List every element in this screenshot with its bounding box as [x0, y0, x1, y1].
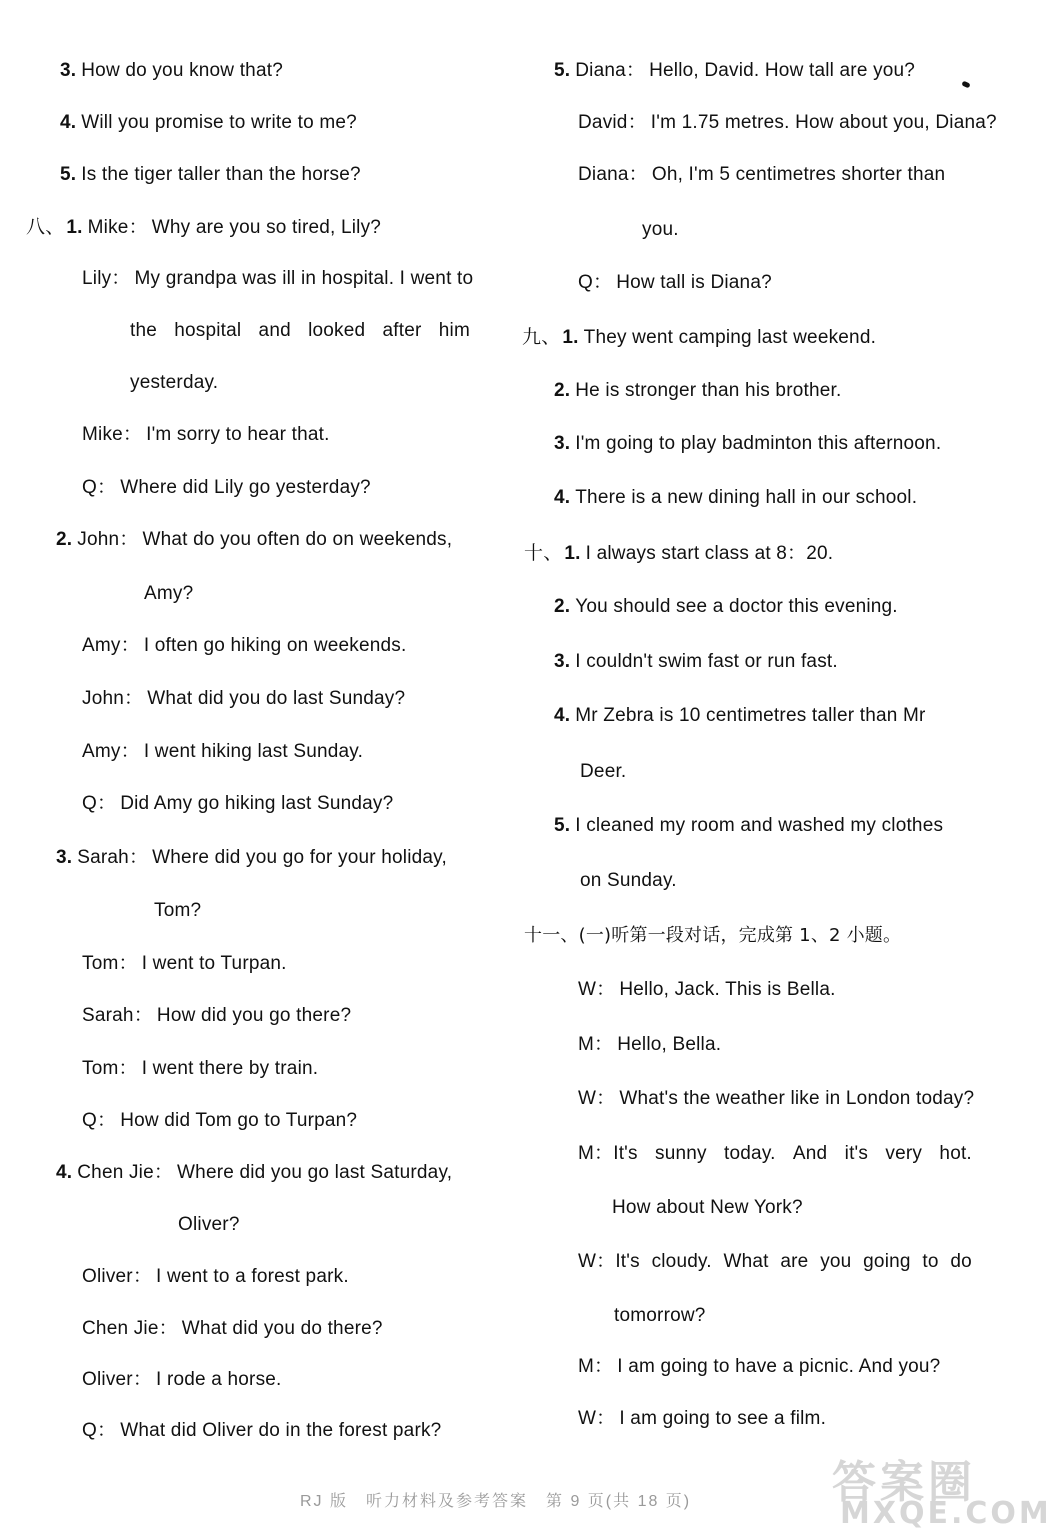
- section-11-heading: 十一、(一)听第一段对话，完成第 1、2 小题。: [524, 925, 902, 946]
- dialogue-line: Oliver： I went to a forest park.: [82, 1266, 349, 1287]
- dialogue-continuation: How about New York?: [612, 1197, 803, 1218]
- page-footer: RJ 版 听力材料及参考答案 第 9 页(共 18 页): [300, 1493, 692, 1510]
- dialogue-line: W： Hello, Jack. This is Bella.: [578, 979, 836, 1000]
- dialogue-line: Diana： Oh, I'm 5 centimetres shorter than: [578, 164, 946, 185]
- item-4: 4. Will you promise to write to me?: [60, 112, 357, 133]
- section-marker: 九、: [522, 326, 561, 348]
- question-line: Q： What did Oliver do in the forest park?: [82, 1420, 442, 1441]
- dialogue-line: John： What did you do last Sunday?: [82, 688, 406, 709]
- dialogue-line: W： I am going to see a film.: [578, 1408, 827, 1429]
- section-8-heading: 八、 1. Mike： Why are you so tired, Lily?: [26, 216, 382, 238]
- section-marker: 十、: [524, 542, 563, 564]
- dialogue-line: Tom： I went to Turpan.: [82, 953, 287, 974]
- item-3: 3. How do you know that?: [60, 60, 283, 81]
- section-marker: 八、: [26, 216, 65, 238]
- dialogue-line: W： What's the weather like in London today?: [578, 1088, 975, 1109]
- dialogue-continuation: Tom?: [154, 900, 202, 921]
- item-5: 5. I cleaned my room and washed my clothes: [554, 815, 944, 836]
- stray-mark: [961, 81, 970, 89]
- section-10-heading: 十、 1. I always start class at 8：20.: [524, 542, 834, 564]
- dialogue-continuation: you.: [642, 219, 679, 240]
- item-4: 4. There is a new dining hall in our school.: [554, 487, 918, 508]
- item-3-dialogue: 3. Sarah： Where did you go for your holiday,: [56, 847, 447, 868]
- watermark-logo: 答案圈 MXQE.COM: [832, 1457, 1052, 1531]
- question-line: Q： How tall is Diana?: [578, 272, 772, 293]
- item-2-dialogue: 2. John： What do you often do on weekends,: [56, 529, 453, 550]
- dialogue-continuation: Amy?: [144, 583, 194, 604]
- item-2: 2. You should see a doctor this evening.: [554, 596, 898, 617]
- item-4-dialogue: 4. Chen Jie： Where did you go last Saturday,: [56, 1162, 453, 1183]
- dialogue-line: Tom： I went there by train.: [82, 1058, 319, 1079]
- dialogue-continuation: Oliver?: [178, 1214, 240, 1235]
- dialogue-line: M： Hello, Bella.: [578, 1034, 722, 1055]
- item-4: 4. Mr Zebra is 10 centimetres taller than Mr: [554, 705, 926, 726]
- dialogue-continuation: yesterday.: [130, 372, 219, 393]
- dialogue-line: Oliver： I rode a horse.: [82, 1369, 282, 1390]
- item-2: 2. He is stronger than his brother.: [554, 380, 842, 401]
- dialogue-line: M： I am going to have a picnic. And you?: [578, 1356, 941, 1377]
- item-5-dialogue: 5. Diana： Hello, David. How tall are you?: [554, 60, 916, 81]
- dialogue-line: Amy： I often go hiking on weekends.: [82, 635, 407, 656]
- dialogue-line: Mike： I'm sorry to hear that.: [82, 424, 330, 445]
- item-3: 3. I'm going to play badminton this afternoon.: [554, 433, 942, 454]
- question-line: Q： Where did Lily go yesterday?: [82, 477, 371, 498]
- question-line: Q： Did Amy go hiking last Sunday?: [82, 793, 394, 814]
- item-5: 5. Is the tiger taller than the horse?: [60, 164, 361, 185]
- item-3: 3. I couldn't swim fast or run fast.: [554, 651, 838, 672]
- dialogue-line: Lily： My grandpa was ill in hospital. I went to: [82, 268, 474, 289]
- item-continuation: Deer.: [580, 761, 627, 782]
- question-line: Q： How did Tom go to Turpan?: [82, 1110, 358, 1131]
- dialogue-line-justified: W：It's cloudy. What are you going to do: [578, 1251, 972, 1272]
- dialogue-line-justified: M：It's sunny today. And it's very hot.: [578, 1143, 972, 1164]
- section-9-heading: 九、 1. They went camping last weekend.: [522, 326, 877, 348]
- dialogue-line: Sarah： How did you go there?: [82, 1005, 352, 1026]
- item-continuation: on Sunday.: [580, 870, 677, 891]
- dialogue-line: Amy： I went hiking last Sunday.: [82, 741, 364, 762]
- dialogue-continuation: tomorrow?: [614, 1305, 706, 1326]
- dialogue-line: David： I'm 1.75 metres. How about you, Diana?: [578, 112, 997, 133]
- dialogue-line: Chen Jie： What did you do there?: [82, 1318, 383, 1339]
- dialogue-line-justified: the hospital and looked after him: [130, 320, 470, 341]
- section-marker: 十一、: [524, 925, 579, 946]
